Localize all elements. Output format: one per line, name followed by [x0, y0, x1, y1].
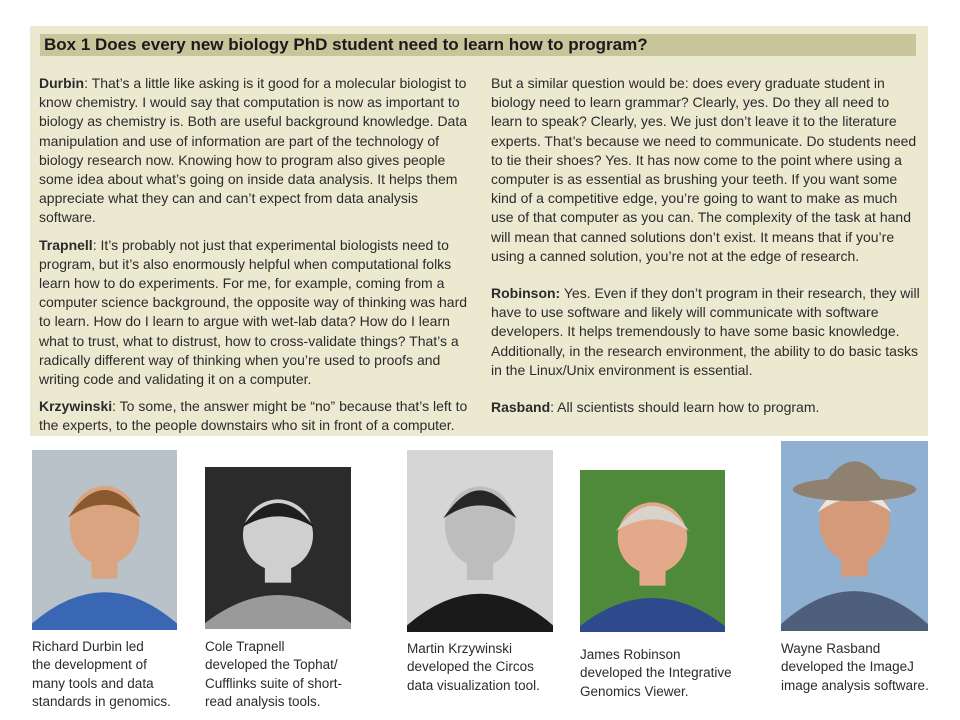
speaker-name: Robinson: — [491, 285, 561, 302]
caption-line: Cole Trapnell — [205, 639, 285, 654]
caption-line: developed the Integrative — [580, 665, 732, 681]
speaker-name: Durbin — [39, 75, 85, 91]
portrait-durbin — [32, 450, 177, 630]
answer-krzywinski-continued: But a similar question would be: does every graduate student in biology need to learn grammar? Clearly, yes. Do they all need to learn to speak? Clearly, yes. We just don’t leave it to the literature experts. That’s because we need to communicate. Do students need to tie their shoes? Yes. It has now come to the point where using a computer is as essential as brushing your teeth. If you want some kind of a competitive edge, you’re going to want to make as much use of that computer as you can. The complexity of the task at hand will mean that canned solutions don’t exist. It means that if you’re using a canned solution, you’re not at the edge of research. — [491, 75, 917, 264]
answer-text: To some, the answer might be “no” because that’s left to the experts, to the people downstairs who sit in front of a computer. — [39, 398, 468, 434]
answer-rasband — [491, 398, 921, 417]
caption-krzywinski — [407, 640, 577, 695]
answer-krzywinski — [39, 397, 469, 435]
speaker-separator: : — [550, 399, 555, 416]
caption-durbin — [32, 638, 202, 712]
speaker-separator: : — [84, 75, 88, 91]
answer-text: It’s probably not just that experimental biologists need to program, but it’s also enormously helpful when computational folks learn how to do experiments. For me, for example, coming from a computer science background, the opposite way of thinking was hard to learn. How do I learn to argue with wet-lab data? How do I learn what to trust, what to distrust, how to cross-validate things? That’s a radically different way of thinking when you’re used to proofs and writing code and validating it on a computer. — [39, 236, 468, 388]
right-column — [491, 74, 921, 425]
portrait-image — [407, 450, 553, 632]
caption-rasband — [781, 640, 956, 695]
portrait-robinson — [580, 470, 725, 632]
caption-line: the development of — [32, 657, 147, 673]
caption-line: Genomics Viewer. — [580, 683, 689, 699]
portrait-krzywinski — [407, 450, 553, 632]
caption-line: data visualization tool. — [407, 677, 540, 693]
caption-line: Wayne Rasband — [781, 641, 881, 656]
answer-trapnell — [39, 236, 469, 390]
caption-line: Cufflinks suite of short- — [205, 675, 343, 691]
caption-trapnell — [205, 638, 380, 712]
portrait-image — [781, 441, 928, 631]
answer-robinson — [491, 284, 921, 380]
caption-robinson — [580, 646, 755, 701]
caption-line: Martin Krzywinski — [407, 641, 513, 656]
interview-box — [30, 26, 928, 436]
portrait-trapnell — [205, 467, 351, 629]
answer-durbin — [39, 74, 469, 228]
caption-line: read analysis tools. — [205, 694, 321, 710]
left-column — [39, 74, 469, 444]
caption-line: developed the ImageJ — [781, 659, 914, 675]
box-title: Box 1 Does every new biology PhD student need to learn how to program? — [40, 34, 916, 56]
portrait-rasband — [781, 441, 928, 631]
answer-text: That’s a little like asking is it good for a molecular biologist to know chemistry. I would say that computation is now as important to biology as chemistry is. Both are useful background knowledge. Data manipulation and use of information are part of the technology of biology research now. Knowing how to program also gives people some idea about what’s going on inside data analysis. It helps them appreciate what they can and can’t expect from data analysis software. — [39, 75, 468, 226]
caption-line: Richard Durbin led — [32, 639, 144, 654]
caption-line: many tools and data — [32, 675, 154, 691]
caption-line: developed the Circos — [407, 659, 534, 675]
speaker-separator: : — [92, 236, 97, 253]
portrait-image — [32, 450, 177, 630]
caption-line: James Robinson — [580, 647, 681, 662]
speaker-name: Krzywinski — [39, 398, 113, 415]
portrait-image — [205, 467, 351, 629]
caption-line: standards in genomics. — [32, 694, 171, 710]
caption-line: image analysis software. — [781, 677, 929, 693]
portrait-image — [580, 470, 725, 632]
answer-text: Yes. Even if they don’t program in their research, they will have to use software and likely will communicate with software developers. It helps tremendously to have some basic knowledge. Additionally, in the research environment, the ability to do basic tasks in the Linux/Unix environment is essential. — [491, 285, 920, 378]
speaker-separator: : — [112, 398, 117, 415]
answer-text: All scientists should learn how to program. — [554, 399, 820, 416]
caption-line: developed the Tophat/ — [205, 657, 338, 673]
speaker-name: Rasband — [491, 399, 551, 416]
speaker-name: Trapnell — [39, 236, 93, 253]
